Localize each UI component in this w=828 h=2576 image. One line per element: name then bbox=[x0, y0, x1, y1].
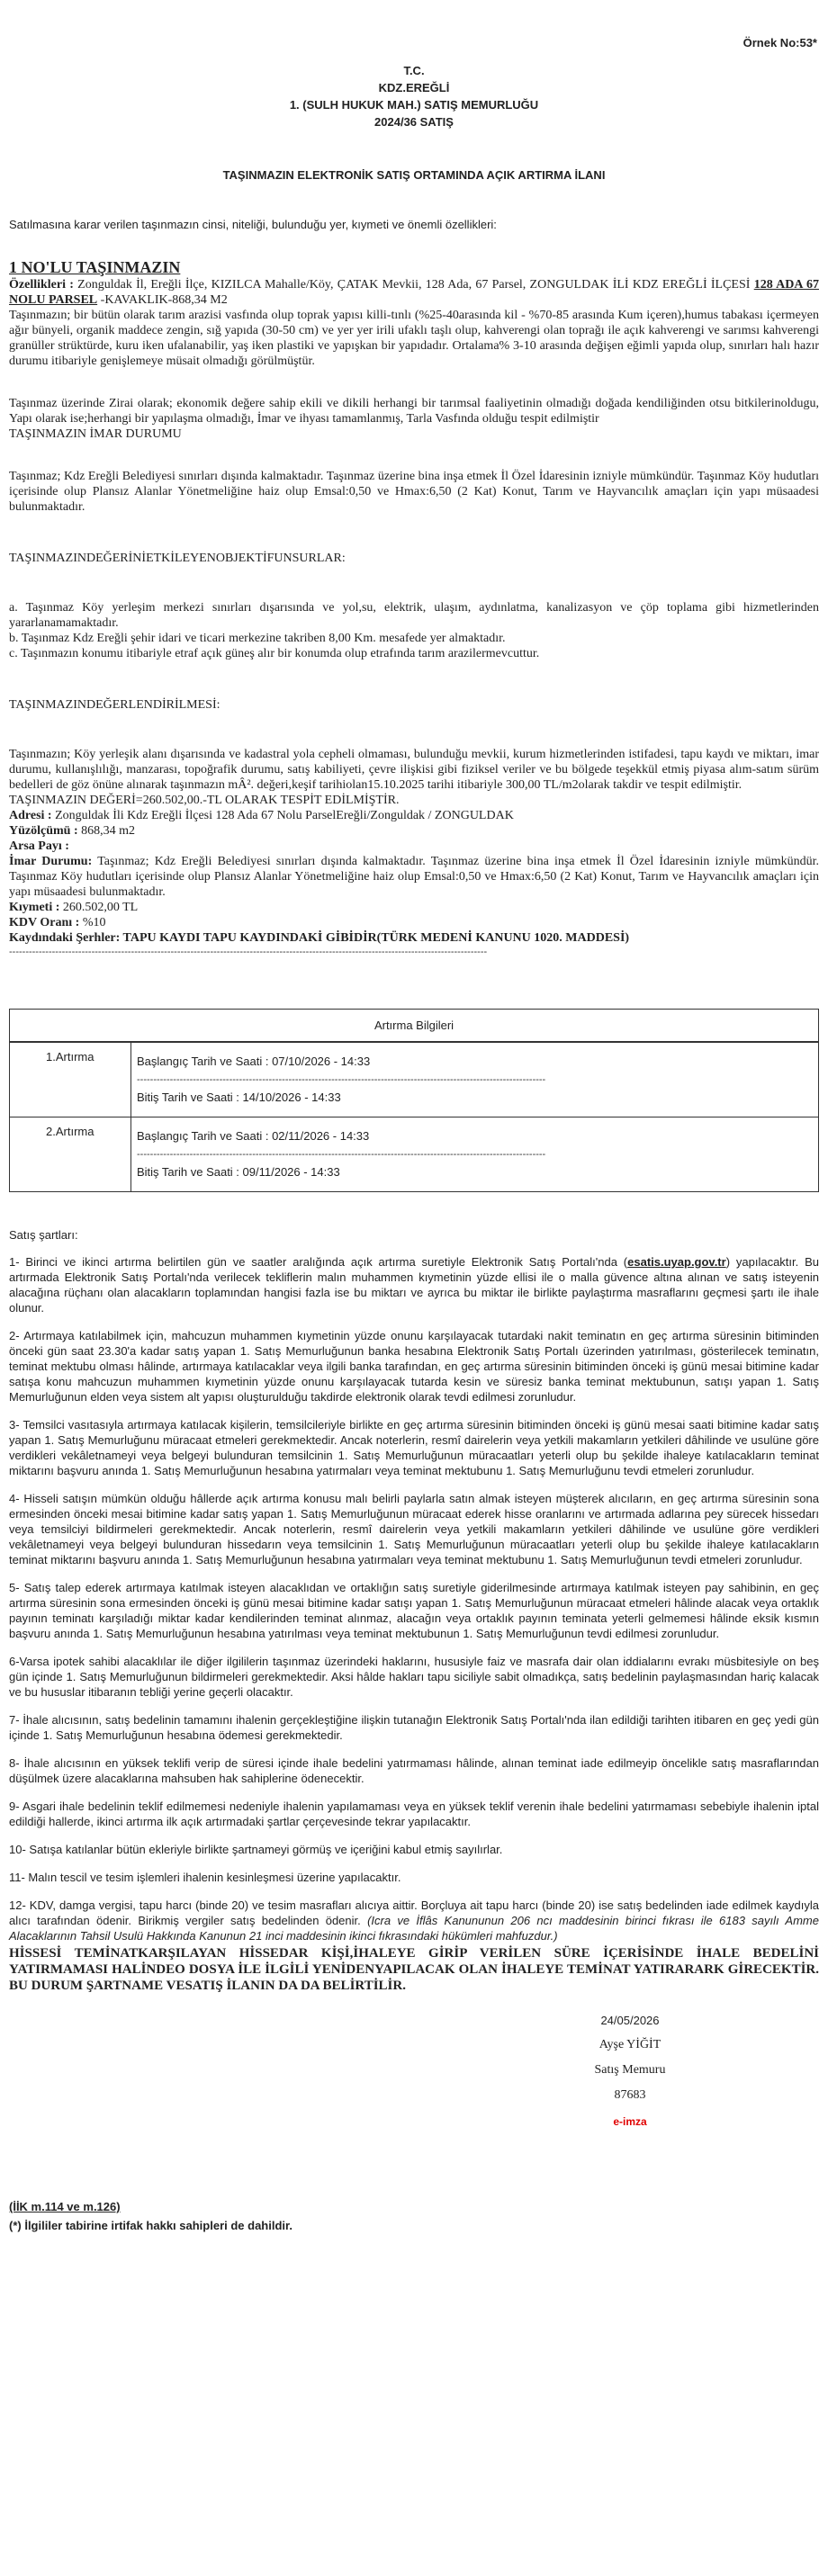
auction-row-1 bbox=[10, 1042, 818, 1117]
factor-b: b. Taşınmaz Kdz Ereğli şehir idari ve ticari merkezine takriben 8,00 Km. mesafede yer almaktadır. bbox=[9, 632, 506, 645]
share-row bbox=[9, 839, 819, 854]
auction-heading: Artırma Bilgileri bbox=[10, 1010, 818, 1042]
condition-10: 10- Satışa katılanlar bütün ekleriyle birlikte şartnameyi görmüş ve içeriğini kabul etmiş sayılırlar. bbox=[9, 1843, 503, 1856]
property-features bbox=[9, 277, 819, 308]
features-label: Özellikleri : bbox=[9, 278, 74, 292]
area-value: 868,34 m2 bbox=[77, 824, 136, 838]
auction-label: 2.Artırma bbox=[10, 1117, 131, 1191]
esatis-link[interactable]: esatis.uyap.gov.tr bbox=[627, 1255, 726, 1269]
property-agri: Taşınmaz üzerinde Zirai olarak; ekonomik değere sahip ekili ve dikili herhangi bir tarımsal faaliyetinin olmadığı doğada kendiliğinden otsu bitkilerinoldugu, Yapı olarak ise;herhangi bir yapılaşma olmadığı, İmar ve ihyası tamamlanmış, Tarla Vasfında olduğu tespit edilmiştir bbox=[9, 397, 819, 426]
imar-label: İmar Durumu: bbox=[9, 855, 93, 868]
condition-4: 4- Hisseli satışın mümkün olduğu hâllerde açık artırma konusu malı belirli paylarla satın almak isteyen müşterek alıcıların, en geç artırma süresinin sona ermesinden önceki mesai bitimine kadar satış yapan 1. Satış Memurluğunun müracaat ederek hisse oranlarını ve artırmada adlarına pey sürecek hissedarı veya temsilciyi bildirmeleri gerekmektedir. Ancak noterlerin, resmî dairelerin veya yetkili makamların yetkileri dâhilinde ve usulüne göre verdikleri vekâletnameyi veya belgeyi bulunduran hissedarın veya temsilcinin 1. Satış Memurluğunun müracaatları yeterli olup bu şekilde ihaleye katılacakların teminat miktarını başvuru anında 1. Satış Memurluğunun hesabına yatırmaları veya teminat mektubunu 1. Satış Memurluğunun tevdi etmeleri zorunludur. bbox=[9, 1492, 819, 1566]
zoning-heading: TAŞINMAZIN İMAR DURUMU bbox=[9, 427, 182, 441]
form-number: Örnek No:53* bbox=[742, 36, 817, 49]
conditions-heading: Satış şartları: bbox=[9, 1228, 78, 1242]
condition-3: 3- Temsilci vasıtasıyla artırmaya katılacak kişilerin, temsilcileriyle birlikte en geç artırma süresinin bitiminden önceki iş günü mesai saati bitimine kadar satış yapan 1. Satış Memurluğunu müracaat etmeleri gerekmektedir. Ancak noterlerin, resmî dairelerin veya yetkili makamların yetkileri dâhilinde ve usulüne göre verdikleri vekâletnameyi veya belgeyi bulunduran temsilcinin 1. Satış Memurluğunun müracaatları yeterli olup bu şekilde ihaleye katılacakların teminat miktarını başvuru anında 1. Satış Memurluğunun hesabına yatırmaları veya teminat mektubunu 1. Satış Memurluğunu tevdi etmeleri zorunludur. bbox=[9, 1418, 819, 1477]
auction-start: Başlangıç Tarih ve Saati : 02/11/2026 - 14:33 bbox=[137, 1129, 370, 1143]
signer-role: Satış Memuru bbox=[594, 2063, 666, 2077]
imar-row bbox=[9, 854, 819, 900]
header-office: 1. (SULH HUKUK MAH.) SATIŞ MEMURLUĞU bbox=[289, 98, 539, 112]
condition-1-a: 1- Birinci ve ikinci artırma belirtilen gün ve saatler aralığında açık artırma suretiyle Elektronik Satış Portalı'nda ( bbox=[9, 1255, 628, 1269]
document-page bbox=[9, 0, 819, 2232]
auction-label: 1.Artırma bbox=[10, 1043, 131, 1117]
vat-row bbox=[9, 915, 819, 930]
auction-end: Bitiş Tarih ve Saati : 14/10/2026 - 14:33 bbox=[137, 1091, 341, 1104]
intro-text: Satılmasına karar verilen taşınmazın cinsi, niteliği, bulunduğu yer, kıymeti ve önemli özellikleri: bbox=[9, 218, 497, 231]
auction-table bbox=[9, 1009, 819, 1192]
condition-7: 7- İhale alıcısının, satış bedelinin tamamını ihalenin gerçekleştiğine ilişkin tutanağın Elektronik Satış Portalı'nda ilan edildiği tarihten itibaren en geç yedi gün içinde 1. Satış Memurluğunun hesabına ödemesi gerekmektedir. bbox=[9, 1713, 819, 1742]
property-heading: 1 NO'LU TAŞINMAZIN bbox=[9, 258, 181, 276]
features-parcel: 128 ADA 67 NOLU PARSEL bbox=[9, 278, 819, 307]
registry-label: Kaydındaki Şerhler: bbox=[9, 931, 121, 945]
document-header bbox=[9, 62, 819, 130]
registry-value: TAPU KAYDI TAPU KAYDINDAKİ GİBİDİR(TÜRK MEDENİ KANUNU 1020. MADDESİ) bbox=[120, 931, 630, 945]
auction-dates bbox=[131, 1117, 818, 1191]
features-text-b: -KAVAKLIK-868,34 M2 bbox=[97, 293, 228, 307]
address-value: Zonguldak İli Kdz Ereğli İlçesi 128 Ada 67 Nolu ParselEreğli/Zonguldak / ZONGULDAK bbox=[51, 809, 514, 822]
condition-9: 9- Asgari ihale bedelinin teklif edilmemesi nedeniyle ihalenin yapılamaması veya en yüksek teklif verenin ihale bedelini yatırmaması sebebiyle ihalenin iptal edildiği hallerde, ikinci artırma ilk açık artırmadaki şartlar çerçevesinde tekrar yapılacaktır. bbox=[9, 1800, 819, 1828]
condition-1-b: ) yapılacaktır. Bu artırmada Elektronik Satış Portalı'nda verilecek tekliflerin malın muhammen kıymetinin yüzde ellisi ile o malla güvence altına alınan ve satış isteyenin alacağına rüçhanı olan alacakların toplamından hangisi fazla ise bu miktarı ve ayrıca bu miktar ile birlikte paylaştırma masraflarını geçmesi şartı ile ihale olunur. bbox=[9, 1255, 819, 1315]
address-row bbox=[9, 808, 819, 823]
header-city: KDZ.EREĞLİ bbox=[378, 81, 450, 94]
condition-12 bbox=[9, 1898, 819, 1943]
address-label: Adresi : bbox=[9, 809, 52, 822]
signature-date: 24/05/2026 bbox=[600, 2014, 660, 2027]
auction-start: Başlangıç Tarih ve Saati : 07/10/2026 - 14:33 bbox=[137, 1055, 371, 1068]
condition-12-italic: (Icra ve İflâs Kanununun 206 ncı maddesinin birinci fıkrası ile 6183 sayılı Amme Alacaklarının Tahsil Usulü Hakkında Kanunun 21 inci maddesinin ikinci fıkrasındaki hükümleri mahfuzdur.) bbox=[9, 1914, 819, 1943]
condition-8: 8- İhale alıcısının en yüksek teklifi verip de süresi içinde ihale bedelini yatırmaması hâlinde, alınan teminat iade edilmeyip öncelikle satış masraflarından düşülmek üzere alacaklarına mahsuben hak sahiplerine ödenecektir. bbox=[9, 1756, 819, 1785]
share-label: Arsa Payı : bbox=[9, 839, 69, 853]
condition-5: 5- Satış talep ederek artırmaya katılmak isteyen alacaklıdan ve ortaklığın satış suretiyle giderilmesinde artırmaya katılmak isteyen pay sahibinin, en geç artırma süresinin sona ermesinden önceki iş günü mesai bitimine kadar satışı yapan 1. Satış Memurluğunun müracaat etmeleri hâlinde alacak veya ortaklık payının teminatı karşıladığı miktar kadar kendilerinden teminat alınmaz, alacağın veya ortaklık payının teminata yeterli gelmemesi hâlinde eksik kısmın başvuru anında 1. Satış Memurluğunun hesabına yatırılması veya teminat mektubunun 1. Satış Memurluğunun tevdi edilmesi zorunludur. bbox=[9, 1581, 819, 1640]
signer-name: Ayşe YİĞİT bbox=[598, 2038, 662, 2051]
factors-heading: TAŞINMAZINDEĞERİNİETKİLEYENOBJEKTİFUNSURLAR: bbox=[9, 552, 346, 565]
evaluation-heading: TAŞINMAZINDEĞERLENDİRİLMESİ: bbox=[9, 698, 220, 712]
zoning-text: Taşınmaz; Kdz Ereğli Belediyesi sınırları dışında kalmaktadır. Taşınmaz üzerine bina inşa etmek İl Özel İdaresinin izniyle mümkündür. Taşınmaz Köy hudutları içerisinde olup Plansız Alanlar Yönetmeliğine haiz olup Emsal:0,50 ve Hmax:6,50 (2 Kat) Konut, Tarım ve Hayvancılık amaçları için yapı müsaadesi bulunmaktadır. bbox=[9, 470, 819, 514]
features-text-a: Zonguldak İl, Ereğli İlçe, KIZILCA Mahalle/Köy, ÇATAK Mevkii, 128 Ada, 67 Parsel, ZONGULDAK İLİ KDZ EREĞLİ İLÇESİ bbox=[73, 278, 754, 292]
document-title: TAŞINMAZIN ELEKTRONİK SATIŞ ORTAMINDA AÇIK ARTIRMA İLANI bbox=[222, 168, 606, 182]
footer-note: (*) İlgililer tabirine irtifak hakkı sahipleri de dahildir. bbox=[9, 2219, 292, 2232]
auction-dates bbox=[131, 1043, 818, 1117]
auction-end: Bitiş Tarih ve Saati : 09/11/2026 - 14:33 bbox=[137, 1165, 340, 1179]
header-country: T.C. bbox=[403, 64, 425, 77]
condition-12-a: 12- KDV, damga vergisi, tapu harcı (binde 20) ve tesim masrafları alıcıya aittir. Borçluya ait tapu harcı (binde 20) ise satış bedelinden iade edilmek kaydıyla alıcı tarafından ödenir. Birikmiş vergiler satış bedelinden ödenir. bbox=[9, 1898, 819, 1927]
auction-separator: ---------------------------------------------------------------------------------------------------------------------------- bbox=[137, 1149, 546, 1160]
value-row bbox=[9, 900, 819, 915]
factor-c: c. Taşınmazın konumu itibariyle etraf açık güneş alır bir konumda olup etrafında tarım arazilermevcuttur. bbox=[9, 647, 540, 660]
condition-1 bbox=[9, 1254, 819, 1315]
e-signature-badge: e-imza bbox=[613, 2115, 647, 2128]
evaluation-text: Taşınmazın; Köy yerleşik alanı dışarısında ve kadastral yola cepheli olmaması, bulunduğu mevkii, kurum hizmetlerinden istifadesi, tapu kaydı ve miktarı, imar durumu, kullanışlılığı, manzarası, topoğrafik durumu, satış kabiliyeti, çevre ilişkisi gibi fiziksel veriler ve bu bölgede teşekkül etmiş piyasa alım-satım sürüm bedelleri de göz önüne alınarak taşınmazın mÂ². değeri,keşif tarihiolan15.10.2025 tarihi itibariyle 300,00 TL/m2olarak takdir ve tespit edilmiştir. bbox=[9, 748, 819, 792]
footer-reference: (İİK m.114 ve m.126) bbox=[9, 2200, 121, 2213]
vat-label: KDV Oranı : bbox=[9, 916, 80, 929]
condition-11: 11- Malın tescil ve tesim işlemleri ihalenin kesinleşmesi üzerine yapılacaktır. bbox=[9, 1871, 401, 1884]
condition-2: 2- Artırmaya katılabilmek için, mahcuzun muhammen kıymetinin yüzde onunu karşılayacak tutardaki nakit teminatın en geç artırma süresinin bitiminden önceki gün saat 23.30'a kadar satış yapan 1. Satış Memurluğunun banka hesabına Elektronik Satış Portalı üzerinden yatırılması, gösterilecek teminatın, teminat mektubu olması hâlinde, artırmaya katılacaklar veya ilgili banka tarafından, en geç artırma süresinin bitiminden önceki iş günü mesai bitimine kadar satışa konu mahcuzun muhammen kıymetinin yüzde onunu karşılayacak tutarda kesin ve süresiz banka teminat mektubunun, satışı yapan 1. Satış Memurluğunun elden veya sistem alt yapısı oluşturulduğu takdirde elektronik olarak tevdi edilmesi zorunludur. bbox=[9, 1329, 819, 1404]
footer bbox=[9, 2200, 819, 2232]
header-file-no: 2024/36 SATIŞ bbox=[374, 115, 454, 129]
condition-6: 6-Varsa ipotek sahibi alacaklılar ile diğer ilgililerin taşınmaz üzerindeki haklarını, hususiyle faiz ve masrafa dair olan iddialarını evrakı müsbitesiyle on beş gün içinde 1. Satış Memurluğunun bildirmeleri gerekmektedir. Aksi hâlde hakları tapu siciliyle sabit olmadıkça, satış bedelinin paylaşmasından hariç kalacak ve bu hususlar itibaranın tebliği yerine geçerli olacaktır. bbox=[9, 1655, 819, 1699]
registry-row bbox=[9, 930, 819, 946]
property-description: Taşınmazın; bir bütün olarak tarım arazisi vasfında olup toprak yapısı killi-tınlı (%25-40arasında kil - %70-85 arasında Kum içeren),humus tabakası içermeyen ağır bünyeli, organik maddece zengin, sığ yapıda (30-50 cm) ve yer yer irili ufaklı taşlı olup, kahverengi olan toprağı ile açık kahverengi ve sarımsı kahverengi granüller strüktürde, kuru iken ufalanabilir, yaş iken plastiki ve yapışkan bir yapıdadır. Ortalama% 3-10 arasında değişen eğimli yapıda olup, sınırları halı hazır durumu itibariyle genişlemeye müsait olmadığı görülmüştür. bbox=[9, 309, 819, 368]
area-row bbox=[9, 823, 819, 839]
signer-number: 87683 bbox=[614, 2088, 646, 2102]
value-label: Kıymeti : bbox=[9, 901, 60, 914]
value-amount: 260.502,00 TL bbox=[59, 901, 139, 914]
signature-block bbox=[531, 2038, 729, 2128]
auction-separator: ---------------------------------------------------------------------------------------------------------------------------- bbox=[137, 1074, 546, 1085]
imar-value: Taşınmaz; Kdz Ereğli Belediyesi sınırları dışında kalmaktadır. Taşınmaz üzerine bina inşa etmek İl Özel İdaresinin izniyle mümkündür. Taşınmaz Köy hudutları içerisinde olup Plansız Alanlar Yönetmeliğine haiz olup Emsal:0,50 ve Hmax:6,50 (2 Kat) Konut, Tarım ve Hayvancılık amaçları için yapı müsaadesi bulunmaktadır. bbox=[9, 855, 820, 899]
warning-text: HİSSESİ TEMİNATKARŞILAYAN HİSSEDAR KİŞİ,İHALEYE GİRİP VERİLEN SÜRE İÇERİSİNDE İHALE BEDELİNİ YATIRMAMASI HALİNDEO DOSYA İLE İLGİLİ YENİDENYAPILACAK OLAN İHALEYE TEMİNAT YATIRARARK GİRECEKTİR. BU DURUM ŞARTNAME VESATIŞ İLANIN DA DA BELİRTİLİR. bbox=[9, 1946, 819, 1993]
section-divider: ------------------------------------------------------------------------------------------------------------------------------------------------- bbox=[9, 947, 488, 957]
auction-row-2 bbox=[10, 1117, 818, 1191]
factor-a: a. Taşınmaz Köy yerleşim merkezi sınırları dışarısında ve yol,su, elektrik, ulaşım, aydınlatma, kanalizasyon ve çöp toplama gibi hizmetlerinden yararlanamamaktadır. bbox=[9, 601, 819, 630]
vat-value: %10 bbox=[79, 916, 106, 929]
area-label: Yüzölçümü : bbox=[9, 824, 78, 838]
property-value-line: TAŞINMAZIN DEĞERİ=260.502,00.-TL OLARAK TESPİT EDİLMİŞTİR. bbox=[9, 794, 400, 807]
